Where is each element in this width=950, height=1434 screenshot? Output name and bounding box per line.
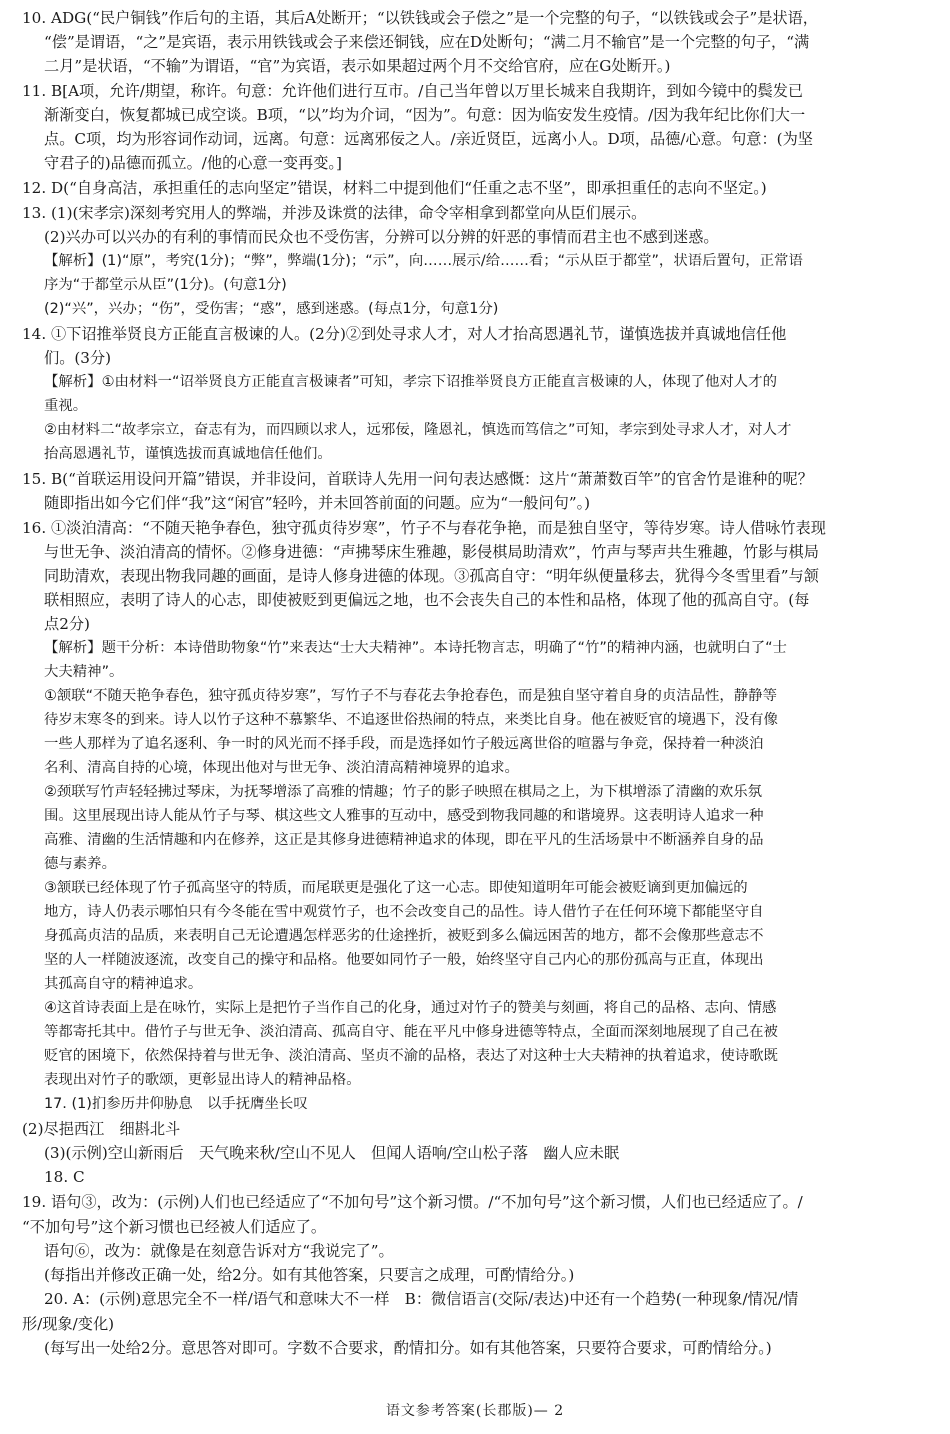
text-line: (每写出一处给2分。意思答对即可。字数不合要求，酌情扣分。如有其他答案，只要符合要求，可酌情给分。) (44, 1339, 772, 1357)
text-line: 点。C项，均为形容词作动词，远离。句意：远离邪佞之人。/亲近贤臣，远离小人。D项，品德/心意。句意：(为坚 (44, 130, 813, 148)
text-line: 同助清欢，表现出物我同趣的画面，是诗人修身进德的体现。③孤高自守：“明年纵便量移去，犹得今冬雪里看”与颔 (44, 567, 819, 585)
analysis-line: 【解析】题干分析：本诗借助物象“竹”来表达“士大夫精神”。本诗托物言志，明确了“竹”的精神内涵，也就明白了“士 (44, 640, 787, 656)
analysis-line: 身孤高贞洁的品质，来表明自己无论遭遇怎样恶劣的仕途挫折，被贬到多么偏远困苦的地方，都不会像那些意志不 (44, 928, 764, 944)
analysis-line: 大夫精神”。 (44, 664, 124, 680)
text-line: 们。(3分) (44, 349, 112, 367)
text-line: “不加句号”这个新习惯也已经被人们适应了。 (22, 1218, 327, 1236)
text-line: (每指出并修改正确一处，给2分。如有其他答案，只要言之成理，可酌情给分。) (44, 1266, 575, 1284)
text-line: (3)(示例)空山新雨后 天气晚来秋/空山不见人 但闻人语响/空山松子落 幽人应未眠 (44, 1144, 620, 1162)
analysis-line: 抬高恩遇礼节，谨慎选拔而真诚地信任他们。 (44, 446, 332, 462)
analysis-line: 重视。 (44, 398, 88, 414)
page-footer: 语文参考答案(长郡版)— 2 (385, 1403, 565, 1419)
analysis-line: 贬官的困境下，依然保持着与世无争、淡泊清高、坚贞不渝的品格，表达了对这种士大夫精神的执着追求，使诗歌既 (44, 1048, 778, 1064)
text-line: 14. ①下诏推举贤良方正能直言极谏的人。(2分)②到处寻求人才，对人才抬高恩遇礼节，谨慎选拔并真诚地信任他 (22, 325, 787, 343)
analysis-line: 高雅、清幽的生活情趣和内在修养，这正是其修身进德精神追求的体现，即在平凡的生活场景中不断涵养自身的品 (44, 832, 764, 848)
analysis-line: 名利、清高自持的心境，体现出他对与世无争、淡泊清高精神境界的追求。 (44, 760, 519, 776)
text-line: 形/现象/变化) (22, 1315, 115, 1333)
text-line: 15. B(“首联运用设问开篇”错误，并非设问，首联诗人先用一问句表达感慨：这片“萧萧数百竿”的官舍竹是谁种的呢？ (22, 470, 813, 488)
text-line: 联相照应，表明了诗人的心志，即使被贬到更偏远之地，也不会丧失自己的本性和品格，体现了他的孤高自守。(每 (44, 591, 810, 609)
analysis-line: 地方，诗人仍表示哪怕只有今冬能在雪中观赏竹子，也不会改变自己的品性。诗人借竹子在任何环境下都能坚守自 (44, 904, 764, 920)
analysis-line: 待岁末寒冬的到来。诗人以竹子这种不慕繁华、不追逐世俗热闹的特点，来类比自身。他在被贬官的境遇下，没有像 (44, 712, 778, 728)
text-line: 13. (1)(宋孝宗)深刻考究用人的弊端，并涉及诛赏的法律，命令宰相拿到都堂向从臣们展示。 (22, 204, 647, 222)
analysis-line: 【解析】(1)“原”，考究(1分)；“弊”，弊端(1分)；“示”，向……展示/给……看；“示从臣于都堂”，状语后置句，正常语 (44, 253, 803, 269)
analysis-line: ④这首诗表面上是在咏竹，实际上是把竹子当作自己的化身，通过对竹子的赞美与刻画，将自己的品格、志向、情感 (44, 1000, 777, 1016)
text-line: 随即指出如今它们伴“我”这“闲官”轻吟，并未回答前面的问题。应为“一般问句”。) (44, 494, 591, 512)
analysis-line: 围。这里展现出诗人能从竹子与琴、棋这些文人雅事的互动中，感受到物我同趣的和谐境界。这表明诗人追求一种 (44, 808, 764, 824)
text-line: 19. 语句③，改为：(示例)人们也已经适应了“不加句号”这个新习惯。/“不加句号”这个新习惯，人们也已经适应了。/ (22, 1193, 803, 1211)
analysis-line: 17. (1)扪参历井仰胁息 以手抚膺坐长叹 (44, 1096, 308, 1112)
analysis-line: 【解析】①由材料一“诏举贤良方正能直言极谏者”可知，孝宗下诏推举贤良方正能直言极谏的人，体现了他对人才的 (44, 374, 777, 390)
text-line: 点2分) (44, 615, 90, 633)
text-line: 11. B[A项，允许/期望，称许。句意：允许他们进行互市。/自己当年曾以万里长城来自我期许，到如今镜中的鬓发已 (22, 82, 804, 100)
analysis-line: 等都寄托其中。借竹子与世无争、淡泊清高、孤高自守、能在平凡中修身进德等特点，全面而深刻地展现了自己在被 (44, 1024, 778, 1040)
analysis-line: 坚的人一样随波逐流，改变自己的操守和品格。他要如同竹子一般，始终坚守自己内心的那份孤高与正直，体现出 (44, 952, 764, 968)
text-line: 18. C (44, 1168, 85, 1186)
text-line: 语句⑥，改为：就像是在刻意告诉对方“我说完了”。 (44, 1242, 394, 1260)
text-line: 16. ①淡泊清高：“不随天艳争春色，独守孤贞待岁寒”，竹子不与春花争艳，而是独自坚守，等待岁寒。诗人借咏竹表现 (22, 519, 826, 537)
analysis-line: 表现出对竹子的歌颂，更彰显出诗人的精神品格。 (44, 1072, 361, 1088)
analysis-line: 其孤高自守的精神追求。 (44, 976, 203, 992)
text-line: 渐渐变白，恢复都城已成空谈。B项，“以”均为介词，“因为”。句意：因为临安发生疫情。/因为我年纪比你们大一 (44, 106, 806, 124)
analysis-line: 序为“于都堂示从臣”(1分)。(句意1分) (44, 277, 287, 293)
analysis-line: ③颔联已经体现了竹子孤高坚守的特质，而尾联更是强化了这一心志。即使知道明年可能会被贬谪到更加偏远的 (44, 880, 748, 896)
analysis-line: 一些人那样为了追名逐利、争一时的风光而不择手段，而是选择如竹子般远离世俗的喧嚣与争竞，保持着一种淡泊 (44, 736, 764, 752)
analysis-line: ②颈联写竹声轻轻拂过琴床，为抚琴增添了高雅的情趣；竹子的影子映照在棋局之上，为下棋增添了清幽的欢乐氛 (44, 784, 763, 800)
text-line: “偿”是谓语，“之”是宾语，表示用铁钱或会子来偿还铜钱，应在D处断句；“满二月不输官”是一个完整的句子，“满 (44, 33, 810, 51)
text-line: (2)尽挹西江 细斟北斗 (22, 1120, 181, 1138)
analysis-line: ②由材料二“故孝宗立，奋志有为，而四顾以求人，远邪佞，隆恩礼，慎选而笃信之”可知，孝宗到处寻求人才，对人才 (44, 422, 792, 438)
text-line: 10. ADG(“民户铜钱”作后句的主语，其后A处断开；“以铁钱或会子偿之”是一个完整的句子，“以铁钱或会子”是状语， (22, 9, 818, 27)
text-line: (2)兴办可以兴办的有利的事情而民众也不受伤害，分辨可以分辨的奸恶的事情而君主也不感到迷惑。 (44, 228, 719, 246)
text-line: 20. A：(示例)意思完全不一样/语气和意味大不一样 B：微信语言(交际/表达)中还有一个趋势(一种现象/情况/情 (44, 1290, 799, 1308)
text-line: 守君子的)品德而孤立。/他的心意一变再变。] (44, 154, 342, 172)
text-line (44, 1360, 934, 1384)
text-line: 12. D(“自身高洁，承担重任的志向坚定”错误，材料二中提到他们“任重之志不坚”，即承担重任的志向不坚定。) (22, 179, 767, 197)
analysis-line: ①颔联“不随天艳争春色，独守孤贞待岁寒”，写竹子不与春花去争抢春色，而是独自坚守着自身的贞洁品性，静静等 (44, 688, 777, 704)
analysis-line: 德与素养。 (44, 856, 116, 872)
text-line: 二月”是状语，“不输”为谓语，“官”为宾语，表示如果超过两个月不交给官府，应在G处断开。) (44, 57, 671, 75)
text-line: 与世无争、淡泊清高的情怀。②修身进德：“声拂琴床生雅趣，影侵棋局助清欢”，竹声与琴声共生雅趣，竹影与棋局 (44, 543, 819, 561)
analysis-line: (2)“兴”，兴办；“伤”，受伤害；“惑”，感到迷惑。(每点1分，句意1分) (44, 301, 499, 317)
